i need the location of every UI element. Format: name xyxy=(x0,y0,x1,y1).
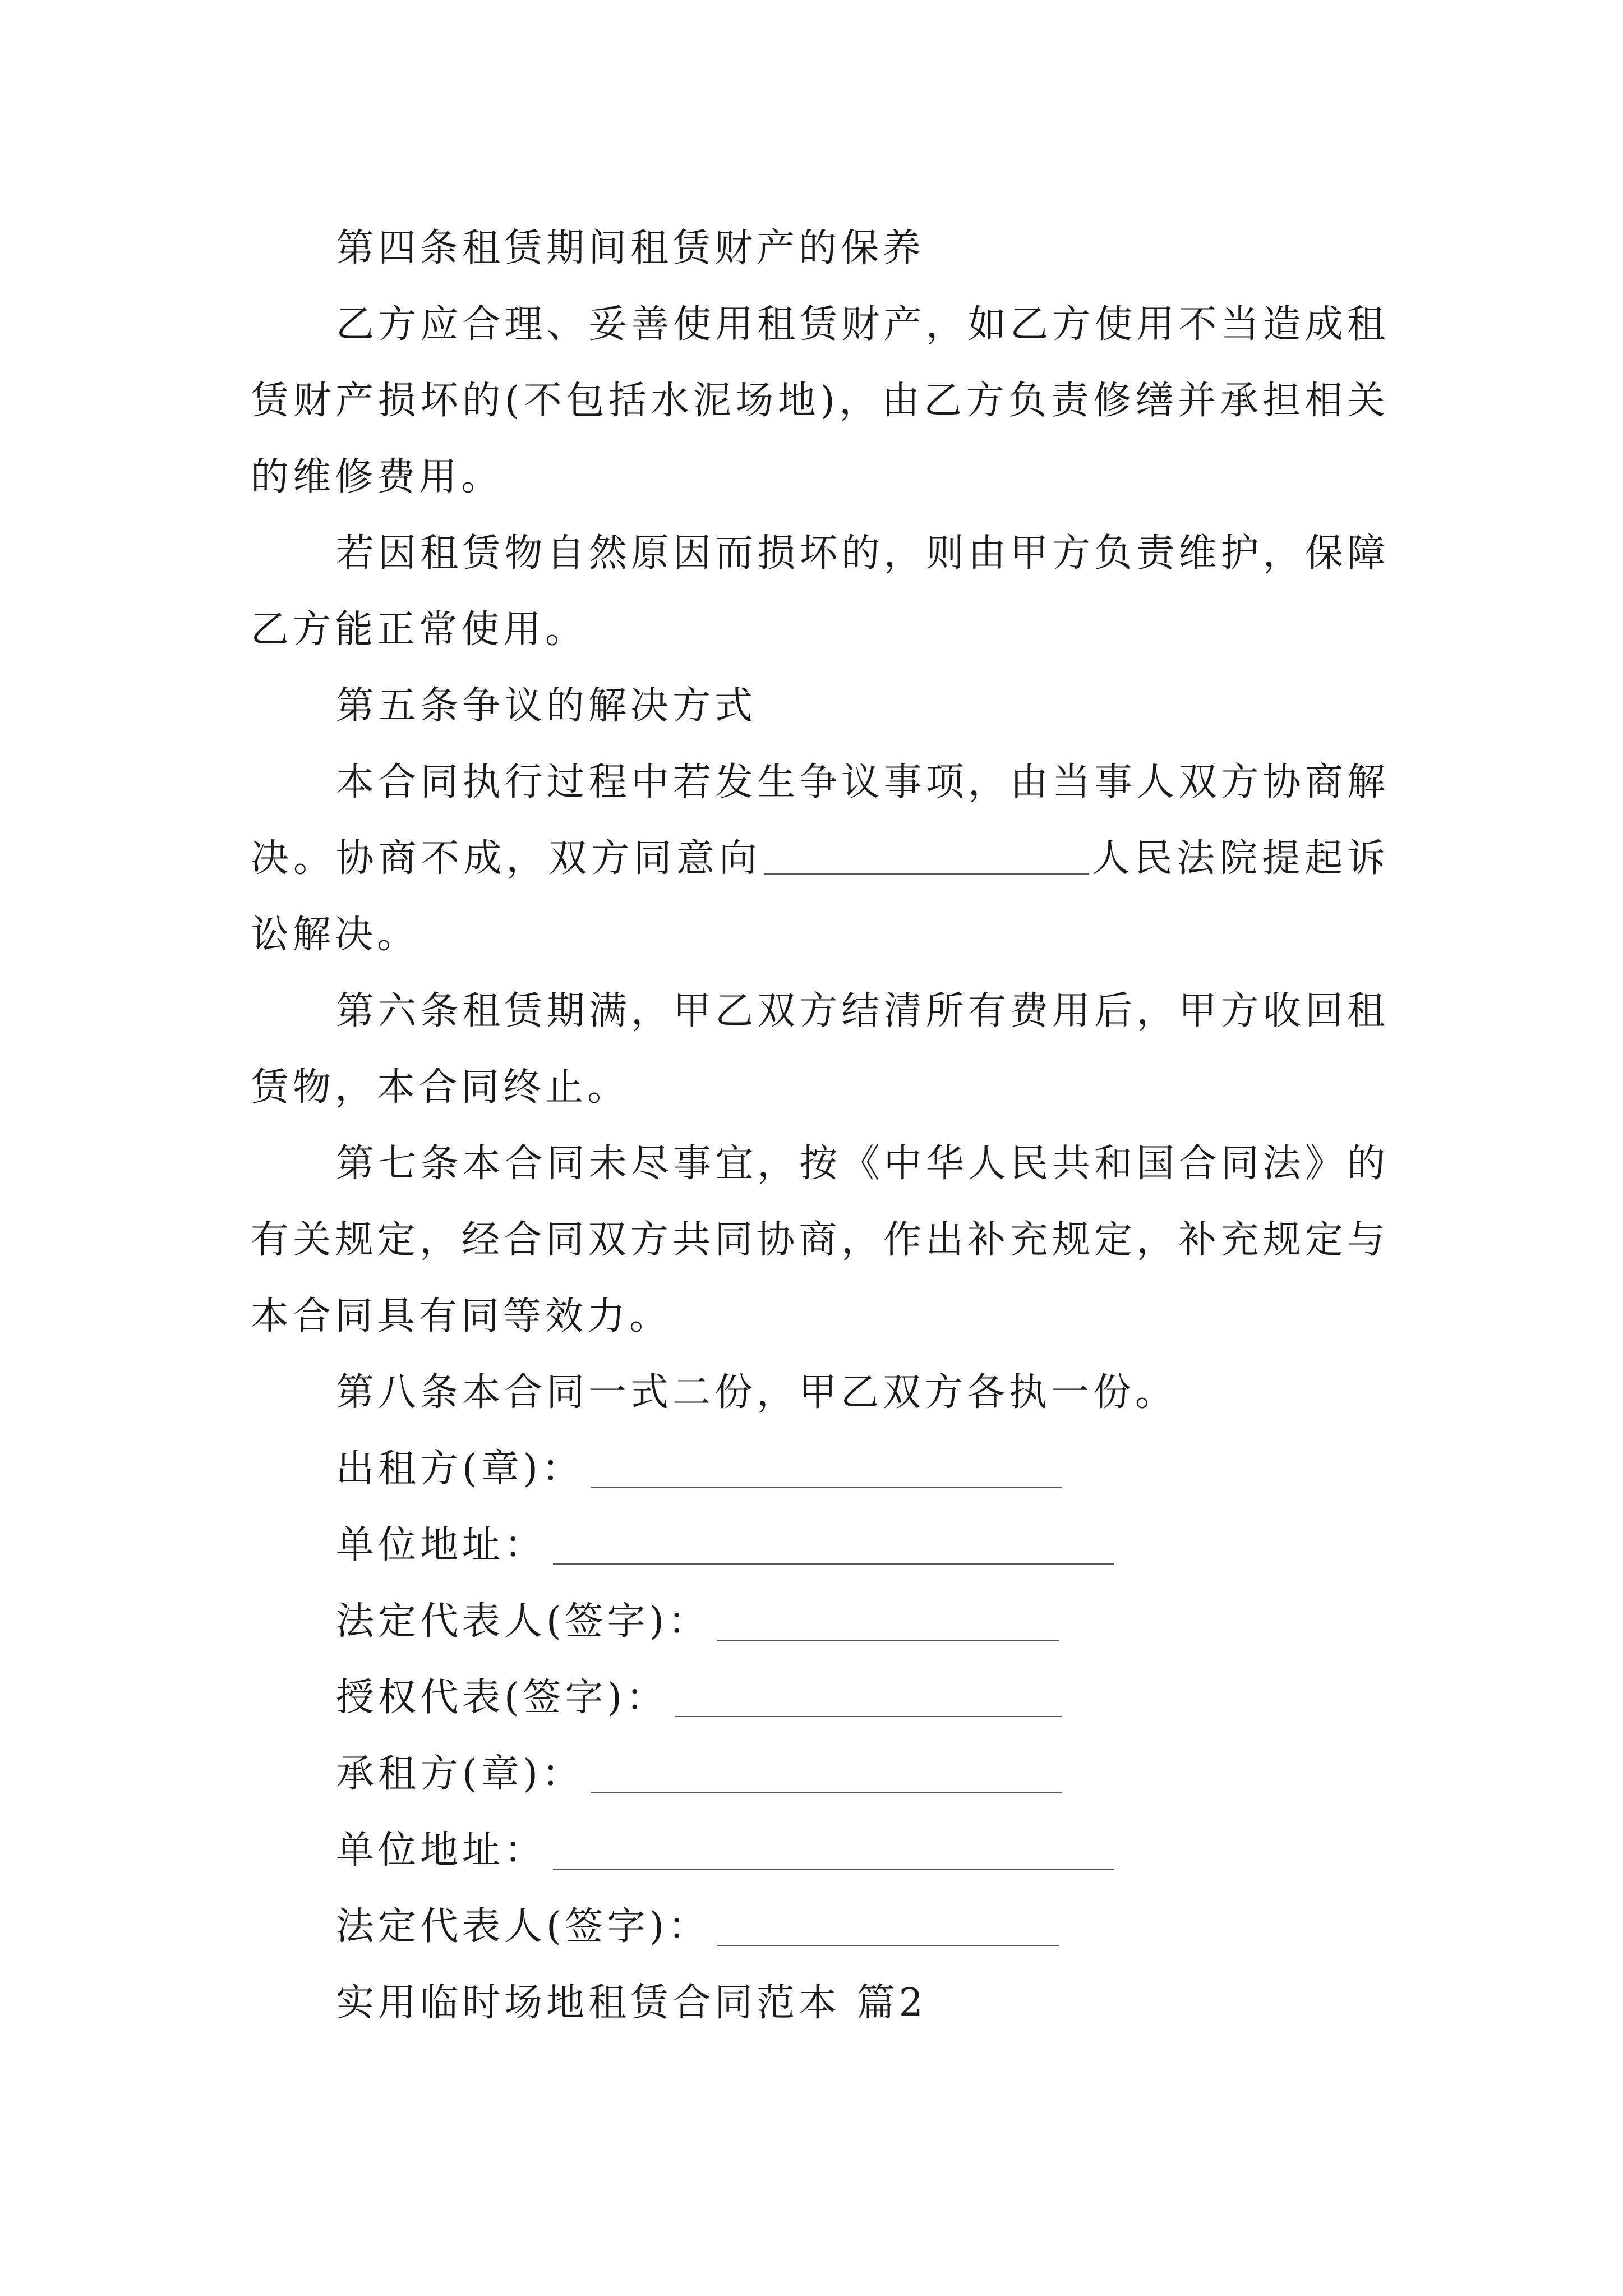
lessee-legal-rep-row xyxy=(251,1889,1389,1965)
authorized-rep-line xyxy=(675,1682,1062,1717)
article-4-paragraph-2: 若因租赁物自然原因而损坏的，则由甲方负责维护，保障乙方能正常使用。 xyxy=(251,531,1389,652)
court-name-blank xyxy=(764,835,1089,875)
lessee-seal-label: 承租方(章)： xyxy=(336,1752,584,1796)
lessor-legal-rep-row xyxy=(251,1584,1389,1660)
lessor-legal-rep-line xyxy=(717,1606,1059,1641)
lessor-seal-row xyxy=(251,1431,1389,1507)
lessor-legal-rep-label: 法定代表人(签字)： xyxy=(336,1599,711,1644)
authorized-rep-label: 授权代表(签字)： xyxy=(336,1676,668,1720)
article-5-paragraph xyxy=(251,744,1389,973)
next-section-title: 实用临时场地租赁合同范本 篇2 xyxy=(336,1981,927,2025)
lessee-legal-rep-line xyxy=(717,1911,1059,1946)
lessor-address-row xyxy=(251,1507,1389,1584)
authorized-rep-row xyxy=(251,1660,1389,1736)
lessor-seal-line xyxy=(591,1453,1062,1488)
article-5-text-before-blank: 本合同执行过程中若发生争议事项，由当事人双方协商解决。协商不成，双方同意向 xyxy=(251,760,1389,881)
article-5-text-after-blank: 人民法院提起诉讼解决。 xyxy=(251,836,1389,957)
lessee-seal-line xyxy=(591,1759,1062,1793)
document-body xyxy=(251,210,1389,2041)
lessor-address-label: 单位地址： xyxy=(336,1523,547,1567)
lessor-address-line xyxy=(553,1530,1114,1565)
lessee-legal-rep-label: 法定代表人(签字)： xyxy=(336,1904,711,1949)
lessee-address-row xyxy=(251,1812,1389,1889)
article-8-paragraph: 第八条本合同一式二份，甲乙双方各执一份。 xyxy=(336,1370,1178,1415)
article-7-paragraph: 第七条本合同未尽事宜，按《中华人民共和国合同法》的有关规定，经合同双方共同协商，作出补充规定，补充规定与本合同具有同等效力。 xyxy=(251,1142,1389,1338)
article-5-title: 第五条争议的解决方式 xyxy=(336,684,757,728)
lessor-seal-label: 出租方(章)： xyxy=(336,1447,584,1491)
article-6-paragraph: 第六条租赁期满，甲乙双方结清所有费用后，甲方收回租赁物，本合同终止。 xyxy=(251,989,1389,1110)
article-4-paragraph-1: 乙方应合理、妥善使用租赁财产，如乙方使用不当造成租赁财产损坏的(不包括水泥场地)，由乙方负责修缮并承担相关的维修费用。 xyxy=(251,302,1389,499)
lessee-address-line xyxy=(553,1835,1114,1870)
lessee-seal-row xyxy=(251,1736,1389,1812)
article-4-title: 第四条租赁期间租赁财产的保养 xyxy=(336,226,925,270)
lessee-address-label: 单位地址： xyxy=(336,1828,547,1872)
